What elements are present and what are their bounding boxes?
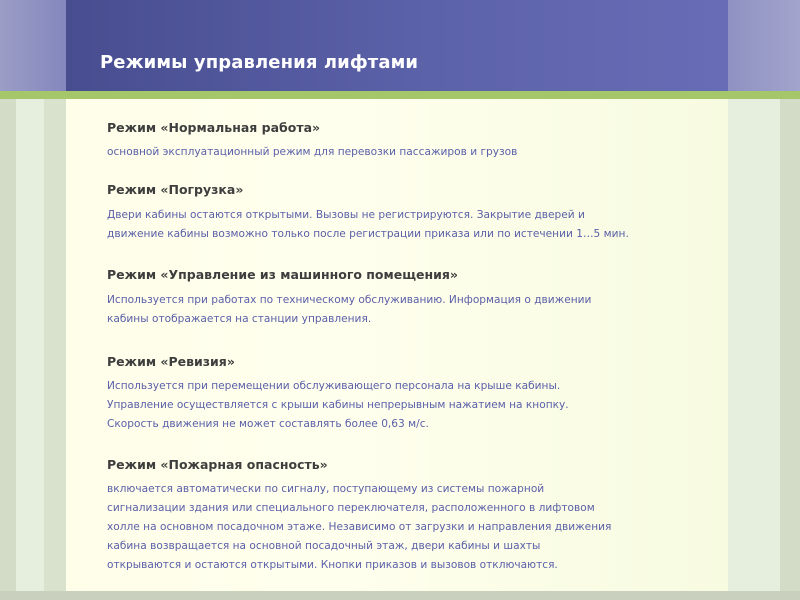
header-panel <box>66 0 728 91</box>
description-line: сигнализации здания или специального переключателя, расположенного в лифтовом <box>107 502 595 514</box>
description-line: Используется при перемещении обслуживающего персонала на крыше кабины. <box>107 380 561 392</box>
description-line: Управление осуществляется с крыши кабины непрерывным нажатием на кнопку. <box>107 399 569 411</box>
description-line: кабина возвращается на основной посадочный этаж, двери кабины и шахты <box>107 540 541 552</box>
description-line: Двери кабины остаются открытыми. Вызовы не регистрируются. Закрытие дверей и <box>107 209 585 221</box>
description-line: включается автоматически по сигналу, поступающему из системы пожарной <box>107 483 545 495</box>
footer-band <box>0 591 800 600</box>
header-side-panel <box>0 0 66 91</box>
mode-description-machine-room <box>107 291 591 329</box>
header-side-panel <box>728 0 800 91</box>
mode-title-normal: Режим «Нормальная работа» <box>107 120 321 135</box>
mode-title-inspection: Режим «Ревизия» <box>107 354 235 369</box>
mode-title-fire-hazard: Режим «Пожарная опасность» <box>107 457 328 472</box>
mode-description-loading <box>107 206 629 244</box>
description-line: Скорость движения не может составлять более 0,63 м/с. <box>107 418 429 430</box>
mode-description-fire-hazard <box>107 480 611 575</box>
slide-title: Режимы управления лифтами <box>100 52 419 74</box>
description-line: Используется при работах по техническому обслуживанию. Информация о движении <box>107 294 592 306</box>
description-line: движение кабины возможно только после регистрации приказа или по истечении 1…5 мин. <box>107 228 629 240</box>
mode-title-machine-room: Режим «Управление из машинного помещения» <box>107 267 459 282</box>
description-line: основной эксплуатационный режим для перевозки пассажиров и грузов <box>107 146 518 158</box>
description-line: кабины отображается на станции управления. <box>107 313 372 325</box>
mode-description-normal <box>107 143 517 162</box>
accent-rule <box>0 91 800 99</box>
mode-title-loading: Режим «Погрузка» <box>107 182 244 197</box>
description-line: открываются и остаются открытыми. Кнопки приказов и вызовов отключаются. <box>107 559 558 571</box>
mode-description-inspection <box>107 377 569 434</box>
description-line: холле на основном посадочном этаже. Независимо от загрузки и направления движения <box>107 521 612 533</box>
